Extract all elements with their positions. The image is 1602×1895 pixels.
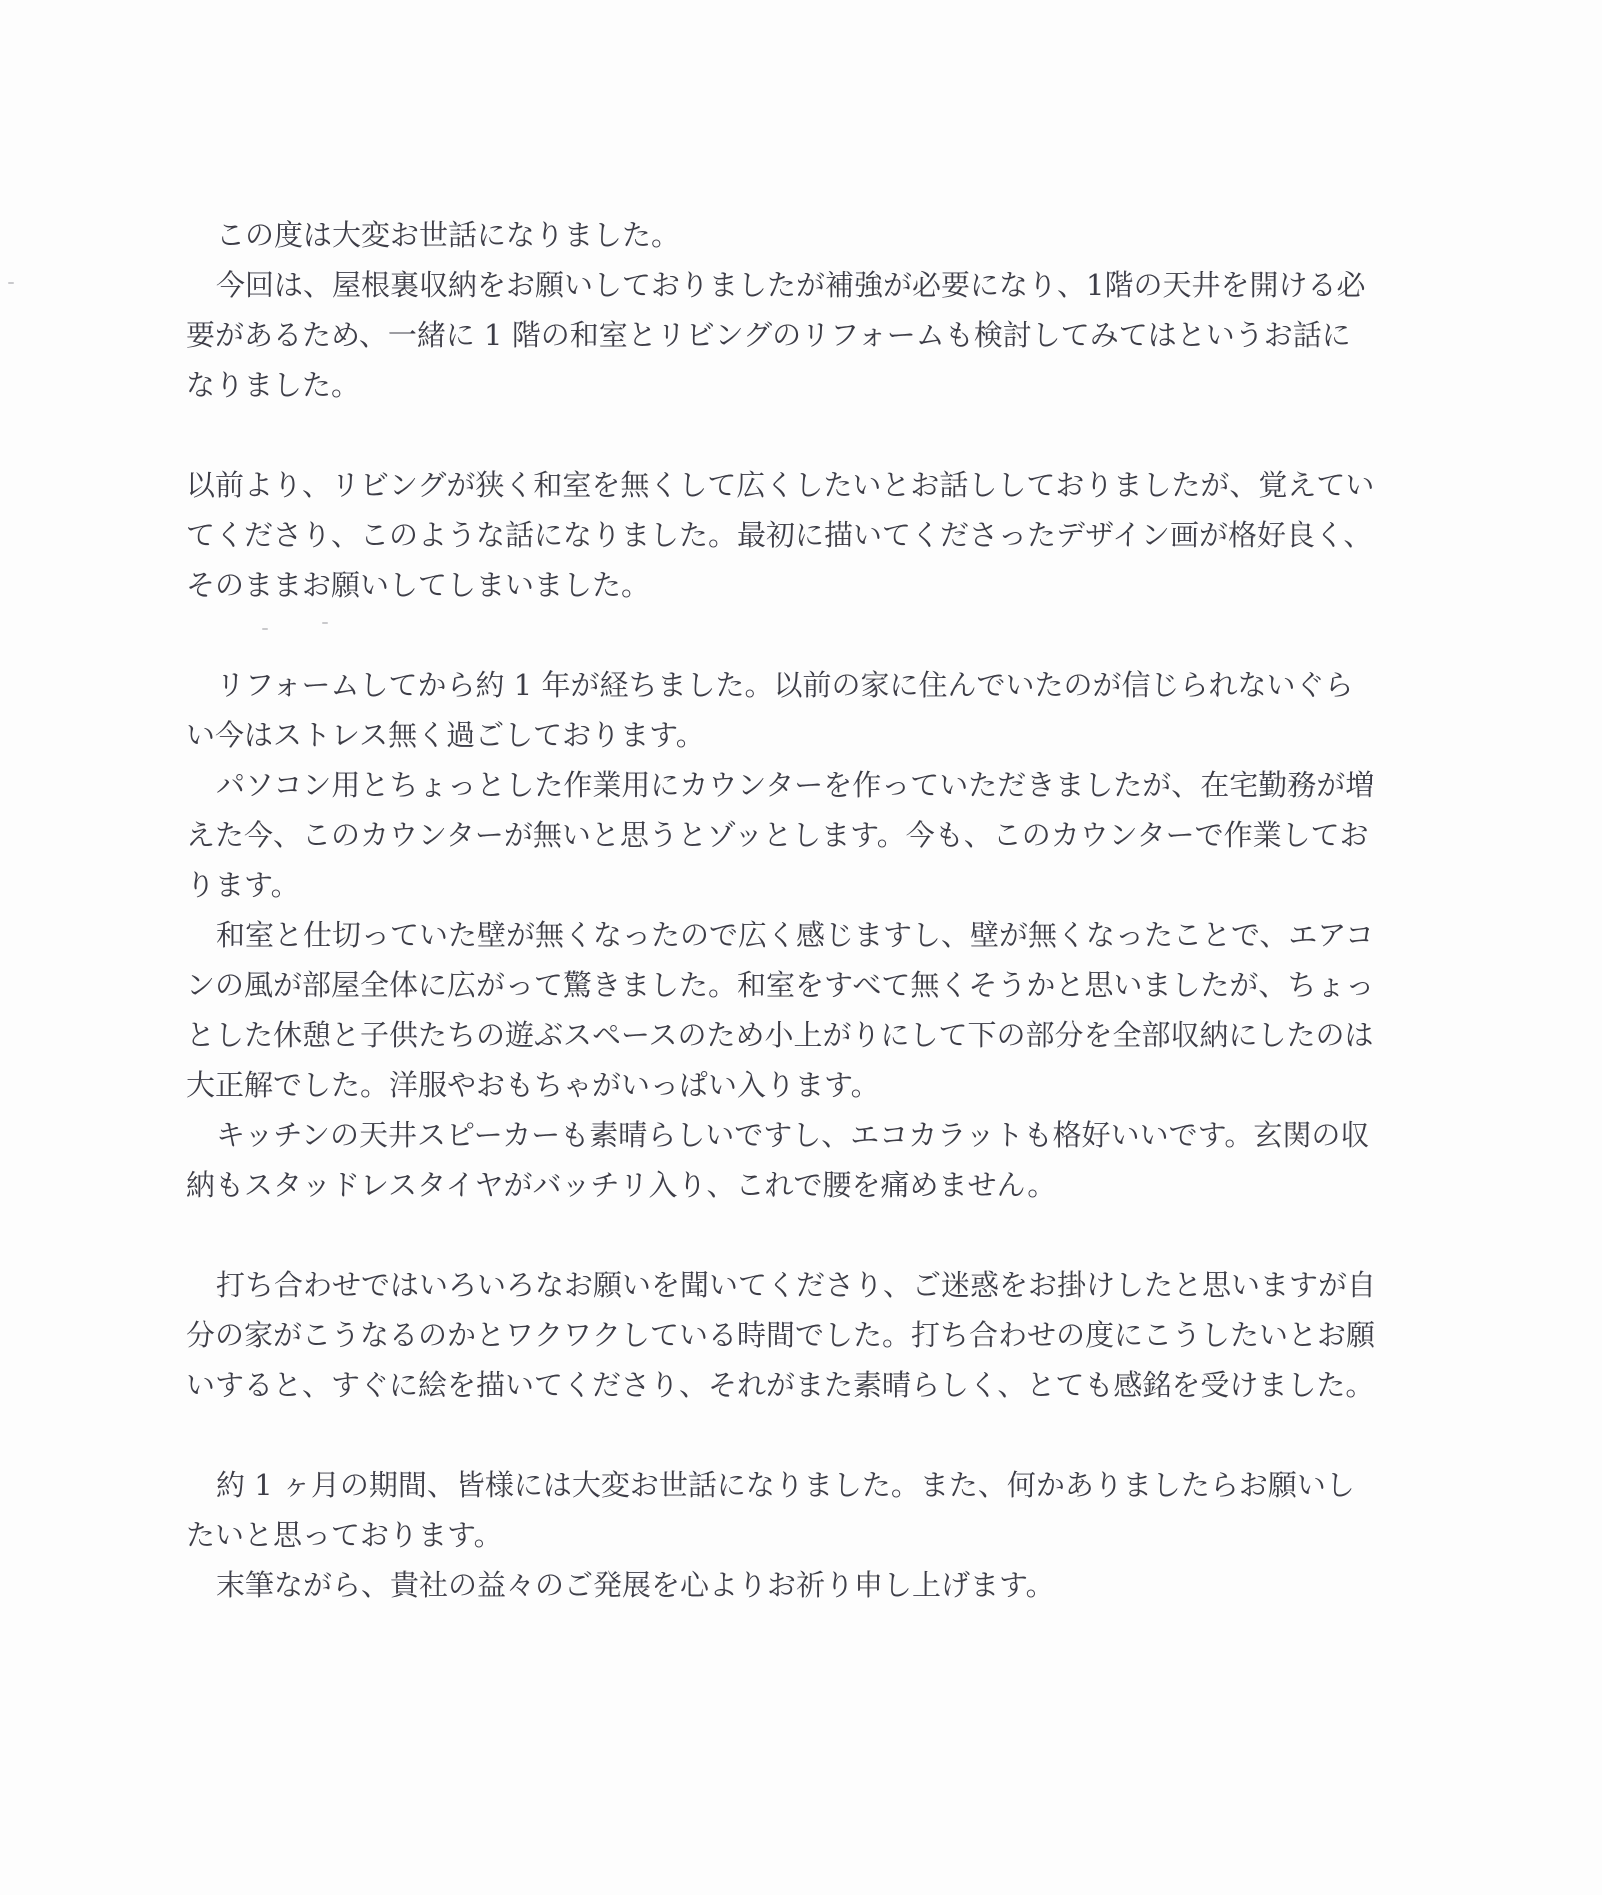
paragraph-gap [186, 610, 1376, 660]
paragraph-wall-removal: 和室と仕切っていた壁が無くなったので広く感じますし、壁が無くなったことで、エアコンの風が部屋全体に広がって驚きました。和室をすべて無くそうかと思いましたが、ちょっとした休憩と子供たちの遊ぶスペースのため小上がりにして下の部分を全部収納にしたのは大正解でした。洋服やおもちゃがいっぱい入ります。 [186, 918, 1375, 1102]
paragraph-closing: 末筆ながら、貴社の益々のご発展を心よりお祈り申し上げます。 [216, 1568, 1055, 1602]
paragraph-gap [186, 410, 1376, 460]
paragraph-kitchen-entrance: キッチンの天井スピーカーも素晴らしいですし、エコカラットも格好いいです。玄関の収納もスタッドレスタイヤがバッチリ入り、これで腰を痛めません。 [186, 1118, 1370, 1202]
paragraph-counter: パソコン用とちょっとした作業用にカウンターを作っていただきましたが、在宅勤務が増えた今、このカウンターが無いと思うとゾッとします。今も、このカウンターで作業しております。 [186, 768, 1375, 902]
paragraph-living-room: 以前より、リビングが狭く和室を無くして広くしたいとお話ししておりましたが、覚えていてくださり、このような話になりました。最初に描いてくださったデザイン画が格好良く、そのままお願いしてしまいました。 [186, 468, 1375, 602]
paragraph-greeting: この度は大変お世話になりました。 [216, 218, 681, 252]
paragraph-attic-storage: 今回は、屋根裏収納をお願いしておりましたが補強が必要になり、1階の天井を開ける必要があるため、一緒に 1 階の和室とリビングのリフォームも検討してみてはというお話になりました。 [186, 268, 1366, 402]
paragraph-one-year: リフォームしてから約 1 年が経ちました。以前の家に住んでいたのが信じられないぐらい今はストレス無く過ごしております。 [186, 668, 1354, 752]
paragraph-gap [186, 1210, 1376, 1260]
paragraph-meetings: 打ち合わせではいろいろなお願いを聞いてくださり、ご迷惑をお掛けしたと思いますが自分の家がこうなるのかとワクワクしている時間でした。打ち合わせの度にこうしたいとお願いすると、すぐに絵を描いてくださり、それがまた素晴らしく、とても感銘を受けました。 [186, 1268, 1377, 1402]
letter-body [186, 210, 1376, 1610]
scan-speck [8, 282, 14, 284]
paragraph-gap [186, 1410, 1376, 1460]
paragraph-thanks: 約 1 ヶ月の期間、皆様には大変お世話になりました。また、何かありましたらお願いしたいと思っております。 [186, 1468, 1355, 1552]
